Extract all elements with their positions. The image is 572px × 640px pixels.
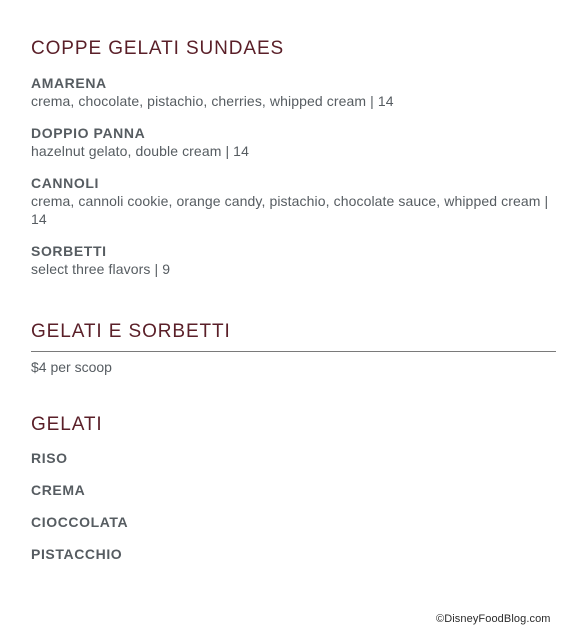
- flavor-item: PISTACCHIO: [31, 546, 123, 562]
- menu-item-doppio-panna: [31, 124, 551, 160]
- gelati-e-sorbetti-section-title: GELATI E SORBETTI: [31, 321, 231, 342]
- price-note: $4 per scoop: [31, 359, 112, 375]
- menu-item-name: CANNOLI: [31, 175, 99, 191]
- flavor-item: CIOCCOLATA: [31, 514, 129, 530]
- gelati-section-title: GELATI: [31, 414, 103, 435]
- watermark: ©DisneyFoodBlog.com: [436, 613, 551, 625]
- menu-item-cannoli: [31, 174, 551, 228]
- flavor-item: RISO: [31, 450, 68, 466]
- sundaes-section-title: COPPE GELATI SUNDAES: [31, 38, 285, 59]
- menu-item-description: crema, chocolate, pistachio, cherries, whipped cream | 14: [31, 93, 394, 109]
- flavor-item: CREMA: [31, 482, 86, 498]
- menu-item-name: AMARENA: [31, 75, 107, 91]
- menu-item-description: select three flavors | 9: [31, 261, 171, 277]
- menu-item-amarena: [31, 74, 551, 110]
- menu-item-description: crema, cannoli cookie, orange candy, pistachio, chocolate sauce, whipped cream | 14: [31, 193, 549, 227]
- menu-item-name: DOPPIO PANNA: [31, 125, 146, 141]
- menu-item-sorbetti: [31, 242, 551, 278]
- menu-item-description: hazelnut gelato, double cream | 14: [31, 143, 249, 159]
- menu-item-name: SORBETTI: [31, 243, 107, 259]
- section-divider: [31, 351, 556, 352]
